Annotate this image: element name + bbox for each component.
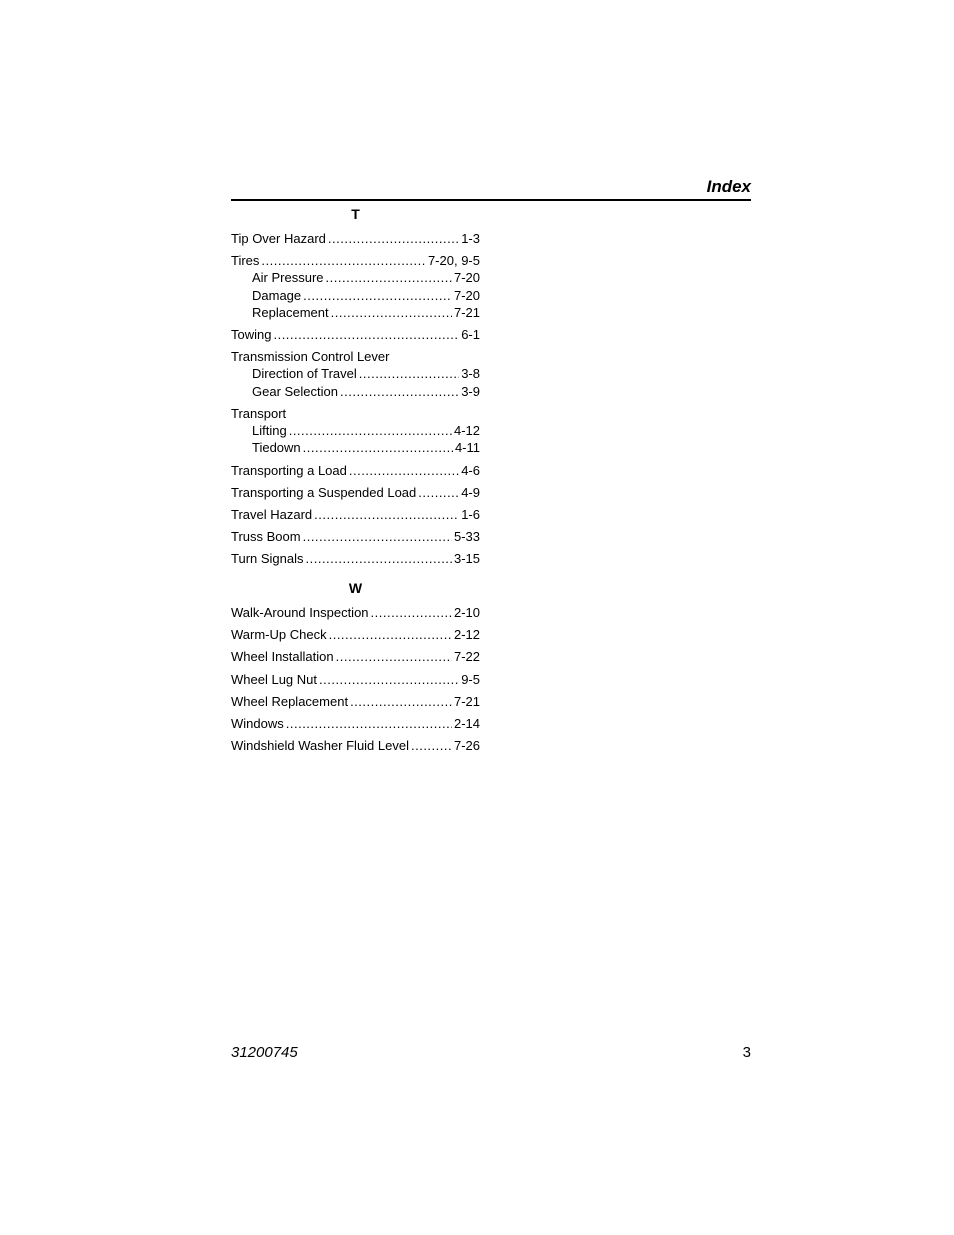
dot-leader — [411, 737, 452, 754]
sub-entry-page: 7-20 — [453, 270, 480, 286]
sub-entry-line — [231, 304, 480, 321]
index-entry — [231, 604, 480, 621]
entry-line — [231, 671, 480, 688]
index-entry — [231, 693, 480, 710]
entry-term: Wheel Installation — [231, 649, 334, 665]
index-entry — [231, 648, 480, 665]
dot-leader — [289, 422, 452, 439]
sub-entry-line — [231, 287, 480, 304]
dot-leader — [336, 648, 452, 665]
sub-entry-line — [231, 439, 480, 456]
sub-entry-term: Tiedown — [252, 440, 301, 456]
sub-entry-line — [231, 269, 480, 286]
dot-leader — [261, 252, 426, 269]
entry-term: Truss Boom — [231, 528, 301, 544]
entry-page: 9-5 — [461, 671, 480, 687]
index-entry — [231, 715, 480, 732]
dot-leader — [349, 462, 459, 479]
sub-entry-term: Direction of Travel — [252, 366, 357, 382]
entry-term: Transmission Control Lever — [231, 349, 390, 365]
entry-term: Transport — [231, 405, 287, 421]
entry-page: 2-12 — [453, 627, 480, 643]
sub-entry-page: 7-21 — [453, 304, 480, 320]
entry-term: Tires — [231, 253, 260, 269]
index-entry — [231, 348, 480, 400]
sub-entry-page: 4-11 — [454, 440, 480, 456]
sub-entry-term: Air Pressure — [252, 270, 324, 286]
entry-term: Transporting a Suspended Load — [231, 484, 417, 500]
dot-leader — [319, 671, 459, 688]
entry-line — [231, 528, 480, 545]
entry-line — [231, 252, 480, 269]
entry-line — [231, 737, 480, 754]
dot-leader — [306, 550, 452, 567]
sub-entry-page: 3-8 — [461, 366, 480, 382]
sub-entry-line — [231, 365, 480, 382]
entry-page: 3-15 — [453, 550, 480, 566]
entry-term: Windows — [231, 715, 284, 731]
sub-entry-term: Gear Selection — [252, 383, 338, 399]
entry-page: 1-6 — [461, 506, 480, 522]
entry-term: Towing — [231, 327, 272, 343]
footer-document-number: 31200745 — [231, 1044, 298, 1061]
dot-leader — [340, 383, 459, 400]
index-entry — [231, 671, 480, 688]
sub-entry-line — [231, 422, 480, 439]
dot-leader — [326, 269, 452, 286]
dot-leader — [328, 230, 459, 247]
entry-page: 7-21 — [453, 693, 480, 709]
index-entry — [231, 737, 480, 754]
entry-line — [231, 604, 480, 621]
entry-term: Wheel Replacement — [231, 693, 349, 709]
entry-term: Windshield Washer Fluid Level — [231, 737, 409, 753]
sub-entry-page: 7-20 — [453, 287, 480, 303]
entry-line — [231, 715, 480, 732]
entry-line — [231, 484, 480, 501]
footer-page-number: 3 — [742, 1044, 751, 1061]
sub-entry-term: Lifting — [252, 423, 287, 439]
entry-line — [231, 348, 480, 365]
dot-leader — [303, 439, 453, 456]
header-rule — [231, 199, 751, 201]
index-entry — [231, 506, 480, 523]
entry-page: 1-3 — [461, 231, 480, 246]
entry-page: 4-9 — [461, 484, 480, 500]
entry-line — [231, 462, 480, 479]
entry-term: Wheel Lug Nut — [231, 671, 317, 687]
index-entry — [231, 550, 480, 567]
section-letter-t: T — [351, 206, 360, 222]
entry-line — [231, 326, 480, 343]
entry-term: Warm-Up Check — [231, 627, 327, 643]
entry-page: 5-33 — [453, 528, 480, 544]
sub-entry-term: Damage — [252, 287, 302, 303]
entry-line — [231, 626, 480, 643]
entry-term: Travel Hazard — [231, 506, 313, 522]
index-column — [231, 206, 480, 759]
dot-leader — [331, 304, 452, 321]
dot-leader — [303, 287, 452, 304]
section-letter-w: W — [348, 580, 363, 597]
entry-term: Turn Signals — [231, 550, 304, 566]
sub-entry-page: 3-9 — [461, 383, 480, 399]
dot-leader — [418, 484, 459, 501]
dot-leader — [350, 693, 452, 710]
entry-term: Walk-Around Inspection — [231, 605, 369, 621]
sub-entry-term: Replacement — [252, 304, 329, 320]
entry-line — [231, 550, 480, 567]
index-entry — [231, 528, 480, 545]
index-entry — [231, 326, 480, 343]
entry-page: 7-26 — [453, 737, 480, 753]
index-entry — [231, 462, 480, 479]
dot-leader — [359, 365, 459, 382]
index-entry — [231, 484, 480, 501]
entry-term: Tip Over Hazard — [231, 231, 326, 246]
entry-page: 2-10 — [453, 605, 480, 621]
dot-leader — [314, 506, 459, 523]
index-entry — [231, 405, 480, 457]
sub-entry-line — [231, 383, 480, 400]
index-entry — [231, 230, 480, 247]
entry-line — [231, 648, 480, 665]
entry-line — [231, 230, 480, 247]
entry-page: 7-22 — [453, 649, 480, 665]
entry-line — [231, 693, 480, 710]
dot-leader — [303, 528, 452, 545]
entry-page: 6-1 — [461, 327, 480, 343]
index-entry — [231, 252, 480, 321]
entry-page: 4-6 — [461, 462, 480, 478]
sub-entry-page: 4-12 — [453, 423, 480, 439]
entry-line — [231, 405, 480, 422]
dot-leader — [286, 715, 452, 732]
dot-leader — [371, 604, 452, 621]
index-entry — [231, 626, 480, 643]
dot-leader — [329, 626, 452, 643]
entry-term: Transporting a Load — [231, 462, 347, 478]
entry-page: 7-20, 9-5 — [427, 253, 480, 269]
page-header-title: Index — [706, 177, 751, 196]
dot-leader — [273, 326, 459, 343]
entry-line — [231, 506, 480, 523]
entry-page: 2-14 — [453, 715, 480, 731]
